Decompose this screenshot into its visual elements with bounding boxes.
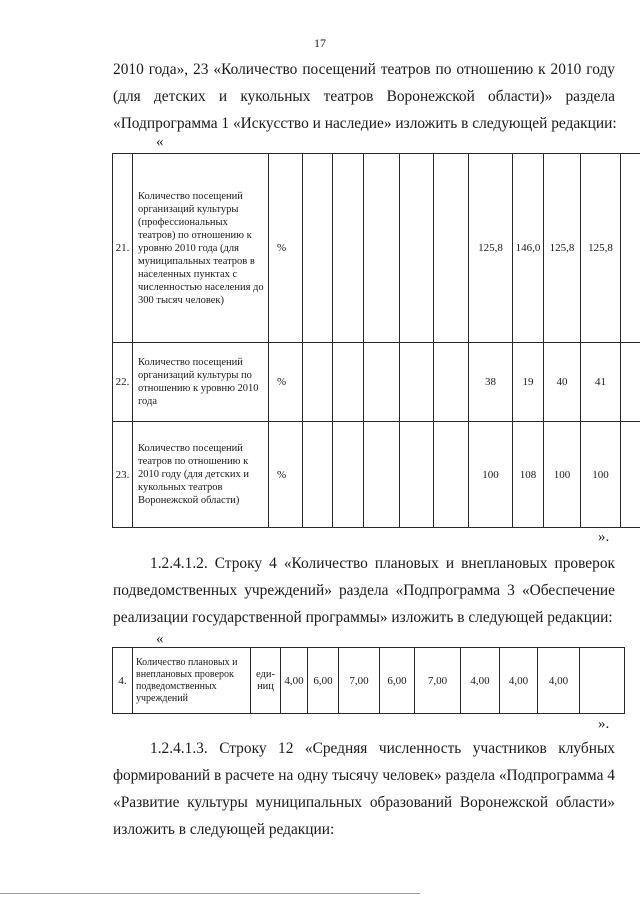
paragraph-1-2-4-1-2 [113,550,615,631]
para-line: 1.2.4.1.3. Строку 12 «Средняя численность участников клубных [150,740,615,757]
unit-cell: еди-ниц [251,648,281,714]
value-cell [333,343,364,422]
value-cell [400,422,434,528]
value-cell [400,343,434,422]
page-number: 17 [314,36,326,50]
value-cell: 100 [544,422,581,528]
value-cell: 41 [581,343,621,422]
intro-paragraph [113,56,615,137]
value-cell [364,154,400,343]
value-cell: 6,00 [380,648,415,714]
value-cell [434,343,469,422]
value-cell: 40 [544,343,581,422]
value-cell: 4,00 [281,648,308,714]
value-cell [303,343,333,422]
value-cell: 100 [581,422,621,528]
indicator-name: Количество посещений организаций культуры (профессиональных театров) по отношению к уровню 2010 года (для муниципальных театров в населенных пунктах с численностью населения до 300 тысяч человек) [133,154,269,343]
value-cell [303,422,333,528]
close-quote-1: ». [598,529,610,545]
indicators-table-1 [112,153,640,528]
table-row [113,422,640,528]
value-cell: 146,0 [513,154,544,343]
row-number: 22. [113,343,133,422]
value-cell [580,648,625,714]
value-cell [364,343,400,422]
value-cell: 4,00 [461,648,500,714]
table-row [113,648,625,714]
value-cell [434,422,469,528]
row-number: 4. [113,648,133,714]
footer-divider [0,893,420,894]
paragraph-1-2-4-1-3 [113,735,615,843]
value-cell [621,154,640,343]
value-cell: 108 [513,422,544,528]
value-cell: 19 [513,343,544,422]
unit-cell: % [269,343,303,422]
value-cell: 125,8 [469,154,513,343]
para-line: реализации государственной программы» изложить в следующей редакции: [113,609,613,626]
value-cell: 38 [469,343,513,422]
value-cell: 4,00 [538,648,580,714]
row-number: 21. [113,154,133,343]
value-cell [621,343,640,422]
value-cell [333,154,364,343]
para-line: 1.2.4.1.2. Строку 4 «Количество плановых и внеплановых проверок [150,555,615,572]
indicators-table-2 [112,647,625,714]
value-cell: 6,00 [308,648,339,714]
value-cell [303,154,333,343]
intro-line: 2010 года», 23 «Количество посещений театров по отношению к 2010 году [113,61,615,78]
unit-cell: % [269,154,303,343]
value-cell: 125,8 [544,154,581,343]
table-row [113,343,640,422]
value-cell: 7,00 [339,648,380,714]
para-line: изложить в следующей редакции: [113,821,335,838]
table-row [113,154,640,343]
indicator-name: Количество посещений организаций культуры по отношению к уровню 2010 года [133,343,269,422]
para-line: формирований в расчете на одну тысячу человек» раздела «Подпрограмма 4 [113,767,615,784]
unit-cell: % [269,422,303,528]
open-quote-1: « [156,134,164,150]
value-cell: 7,00 [415,648,461,714]
para-line: подведомственных учреждений» раздела «Подпрограмма 3 «Обеспечение [113,582,615,599]
intro-line: «Подпрограмма 1 «Искусство и наследие» изложить в следующей редакции: [113,115,617,132]
value-cell: 100 [469,422,513,528]
close-quote-2: ». [598,716,610,732]
value-cell: 125,8 [581,154,621,343]
indicator-name: Количество посещений театров по отношению к 2010 году (для детских и кукольных театров Воронежской области) [133,422,269,528]
indicator-name: Количество плановых и внеплановых проверок подведомственных учреждений [133,648,251,714]
intro-line: (для детских и кукольных театров Воронежской области)» раздела [113,88,615,105]
row-number: 23. [113,422,133,528]
value-cell [621,422,640,528]
value-cell [434,154,469,343]
value-cell [333,422,364,528]
value-cell: 4,00 [500,648,538,714]
para-line: «Развитие культуры муниципальных образований Воронежской области» [113,794,615,811]
value-cell [400,154,434,343]
open-quote-2: « [156,631,164,647]
value-cell [364,422,400,528]
